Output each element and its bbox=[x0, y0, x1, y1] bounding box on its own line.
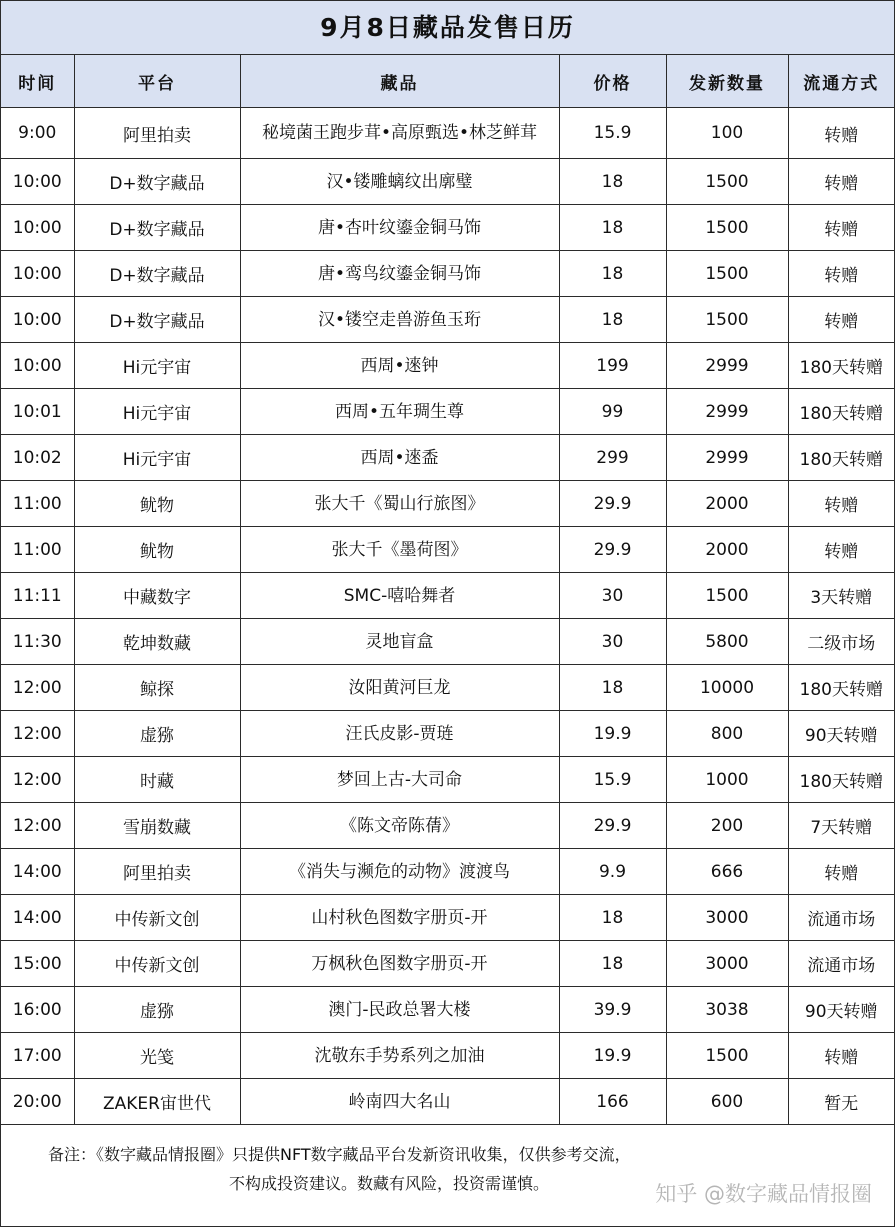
cell-circulation: 转赠 bbox=[788, 527, 894, 573]
cell-quantity: 2000 bbox=[666, 527, 788, 573]
cell-time: 10:00 bbox=[1, 205, 74, 251]
cell-item: 秘境菌王跑步茸•高原甄选•林芝鲜茸 bbox=[240, 108, 559, 159]
cell-price: 39.9 bbox=[559, 987, 666, 1033]
cell-time: 11:30 bbox=[1, 619, 74, 665]
cell-time: 10:00 bbox=[1, 297, 74, 343]
cell-quantity: 2999 bbox=[666, 343, 788, 389]
cell-price: 18 bbox=[559, 665, 666, 711]
table-row bbox=[1, 619, 894, 665]
cell-item: 澳门-民政总署大楼 bbox=[240, 987, 559, 1033]
table-row bbox=[1, 895, 894, 941]
cell-circulation: 转赠 bbox=[788, 159, 894, 205]
cell-quantity: 200 bbox=[666, 803, 788, 849]
cell-item: 汉•镂空走兽游鱼玉珩 bbox=[240, 297, 559, 343]
cell-circulation: 180天转赠 bbox=[788, 757, 894, 803]
cell-item: 西周•五年琱生尊 bbox=[240, 389, 559, 435]
table-row bbox=[1, 711, 894, 757]
col-header-platform: 平台 bbox=[74, 55, 240, 108]
cell-platform: Hi元宇宙 bbox=[74, 343, 240, 389]
table-row bbox=[1, 389, 894, 435]
disclaimer-line-2: 不构成投资建议。数藏有风险，投资需谨慎。 bbox=[229, 1174, 550, 1193]
cell-item: 西周•逨钟 bbox=[240, 343, 559, 389]
table-row bbox=[1, 435, 894, 481]
cell-price: 18 bbox=[559, 205, 666, 251]
cell-circulation: 暂无 bbox=[788, 1079, 894, 1125]
header-row bbox=[1, 55, 894, 108]
cell-price: 199 bbox=[559, 343, 666, 389]
release-table bbox=[1, 55, 894, 1125]
watermark: 知乎 @数字藏品情报圈 bbox=[655, 1182, 872, 1206]
table-row bbox=[1, 573, 894, 619]
col-header-circulation: 流通方式 bbox=[788, 55, 894, 108]
cell-time: 10:00 bbox=[1, 343, 74, 389]
cell-circulation: 流通市场 bbox=[788, 895, 894, 941]
cell-price: 9.9 bbox=[559, 849, 666, 895]
cell-quantity: 800 bbox=[666, 711, 788, 757]
cell-item: 汪氏皮影-贾琏 bbox=[240, 711, 559, 757]
cell-item: 《消失与濒危的动物》渡渡鸟 bbox=[240, 849, 559, 895]
cell-time: 11:00 bbox=[1, 481, 74, 527]
table-row bbox=[1, 757, 894, 803]
cell-circulation: 二级市场 bbox=[788, 619, 894, 665]
cell-circulation: 180天转赠 bbox=[788, 389, 894, 435]
cell-circulation: 转赠 bbox=[788, 251, 894, 297]
table-row bbox=[1, 527, 894, 573]
cell-price: 18 bbox=[559, 297, 666, 343]
cell-platform: Hi元宇宙 bbox=[74, 435, 240, 481]
table-row bbox=[1, 1079, 894, 1125]
cell-quantity: 3038 bbox=[666, 987, 788, 1033]
cell-platform: D+数字藏品 bbox=[74, 205, 240, 251]
table-row bbox=[1, 987, 894, 1033]
cell-platform: 光笺 bbox=[74, 1033, 240, 1079]
cell-circulation: 流通市场 bbox=[788, 941, 894, 987]
cell-platform: 阿里拍卖 bbox=[74, 849, 240, 895]
cell-quantity: 3000 bbox=[666, 895, 788, 941]
table-row bbox=[1, 803, 894, 849]
cell-circulation: 90天转赠 bbox=[788, 987, 894, 1033]
cell-time: 17:00 bbox=[1, 1033, 74, 1079]
cell-platform: Hi元宇宙 bbox=[74, 389, 240, 435]
cell-platform: 鱿物 bbox=[74, 481, 240, 527]
cell-circulation: 90天转赠 bbox=[788, 711, 894, 757]
cell-time: 10:02 bbox=[1, 435, 74, 481]
cell-quantity: 1500 bbox=[666, 205, 788, 251]
cell-circulation: 180天转赠 bbox=[788, 343, 894, 389]
cell-quantity: 1000 bbox=[666, 757, 788, 803]
cell-price: 29.9 bbox=[559, 527, 666, 573]
col-header-price: 价格 bbox=[559, 55, 666, 108]
cell-price: 30 bbox=[559, 619, 666, 665]
table-row bbox=[1, 205, 894, 251]
cell-time: 10:00 bbox=[1, 159, 74, 205]
cell-price: 15.9 bbox=[559, 108, 666, 159]
cell-circulation: 3天转赠 bbox=[788, 573, 894, 619]
cell-circulation: 转赠 bbox=[788, 1033, 894, 1079]
col-header-quantity: 发新数量 bbox=[666, 55, 788, 108]
cell-quantity: 1500 bbox=[666, 573, 788, 619]
cell-time: 12:00 bbox=[1, 757, 74, 803]
cell-circulation: 180天转赠 bbox=[788, 435, 894, 481]
disclaimer-line-1: 备注：《数字藏品情报圈》只提供NFT数字藏品平台发新资讯收集，仅供参考交流， bbox=[48, 1145, 631, 1164]
cell-time: 20:00 bbox=[1, 1079, 74, 1125]
cell-circulation: 转赠 bbox=[788, 481, 894, 527]
table-row bbox=[1, 159, 894, 205]
table-row bbox=[1, 1033, 894, 1079]
col-header-time: 时间 bbox=[1, 55, 74, 108]
cell-platform: D+数字藏品 bbox=[74, 251, 240, 297]
cell-quantity: 3000 bbox=[666, 941, 788, 987]
table-row bbox=[1, 481, 894, 527]
cell-platform: 鱿物 bbox=[74, 527, 240, 573]
cell-time: 11:00 bbox=[1, 527, 74, 573]
cell-item: SMC-嘻哈舞者 bbox=[240, 573, 559, 619]
cell-item: 汉•镂雕螭纹出廓璧 bbox=[240, 159, 559, 205]
cell-price: 18 bbox=[559, 159, 666, 205]
cell-time: 12:00 bbox=[1, 711, 74, 757]
cell-item: 《陈文帝陈蒨》 bbox=[240, 803, 559, 849]
cell-price: 18 bbox=[559, 895, 666, 941]
cell-item: 山村秋色图数字册页-开 bbox=[240, 895, 559, 941]
cell-quantity: 1500 bbox=[666, 251, 788, 297]
cell-item: 沈敬东手势系列之加油 bbox=[240, 1033, 559, 1079]
cell-circulation: 转赠 bbox=[788, 849, 894, 895]
cell-item: 唐•杏叶纹鎏金铜马饰 bbox=[240, 205, 559, 251]
cell-time: 10:00 bbox=[1, 251, 74, 297]
table-row bbox=[1, 849, 894, 895]
table-row bbox=[1, 108, 894, 159]
cell-circulation: 180天转赠 bbox=[788, 665, 894, 711]
cell-platform: 阿里拍卖 bbox=[74, 108, 240, 159]
cell-quantity: 666 bbox=[666, 849, 788, 895]
cell-item: 张大千《蜀山行旅图》 bbox=[240, 481, 559, 527]
cell-quantity: 1500 bbox=[666, 1033, 788, 1079]
cell-time: 10:01 bbox=[1, 389, 74, 435]
cell-price: 29.9 bbox=[559, 481, 666, 527]
cell-platform: 鲸探 bbox=[74, 665, 240, 711]
cell-platform: ZAKER宙世代 bbox=[74, 1079, 240, 1125]
cell-platform: 虚猕 bbox=[74, 987, 240, 1033]
disclaimer-note bbox=[1, 1124, 894, 1226]
page-title: 9月8日藏品发售日历 bbox=[1, 1, 894, 55]
cell-item: 西周•逨盉 bbox=[240, 435, 559, 481]
cell-price: 18 bbox=[559, 251, 666, 297]
cell-price: 30 bbox=[559, 573, 666, 619]
cell-platform: 时藏 bbox=[74, 757, 240, 803]
cell-item: 汝阳黄河巨龙 bbox=[240, 665, 559, 711]
cell-time: 12:00 bbox=[1, 803, 74, 849]
cell-item: 灵地盲盒 bbox=[240, 619, 559, 665]
cell-item: 张大千《墨荷图》 bbox=[240, 527, 559, 573]
cell-circulation: 转赠 bbox=[788, 297, 894, 343]
cell-time: 11:11 bbox=[1, 573, 74, 619]
table-row bbox=[1, 251, 894, 297]
cell-quantity: 600 bbox=[666, 1079, 788, 1125]
cell-platform: 中传新文创 bbox=[74, 895, 240, 941]
cell-quantity: 100 bbox=[666, 108, 788, 159]
cell-price: 99 bbox=[559, 389, 666, 435]
cell-time: 9:00 bbox=[1, 108, 74, 159]
cell-item: 梦回上古-大司命 bbox=[240, 757, 559, 803]
col-header-item: 藏品 bbox=[240, 55, 559, 108]
cell-price: 19.9 bbox=[559, 1033, 666, 1079]
table-row bbox=[1, 665, 894, 711]
cell-platform: 虚猕 bbox=[74, 711, 240, 757]
cell-quantity: 5800 bbox=[666, 619, 788, 665]
table-row bbox=[1, 941, 894, 987]
cell-quantity: 2999 bbox=[666, 435, 788, 481]
cell-quantity: 2000 bbox=[666, 481, 788, 527]
cell-platform: D+数字藏品 bbox=[74, 297, 240, 343]
cell-platform: 中藏数字 bbox=[74, 573, 240, 619]
cell-circulation: 7天转赠 bbox=[788, 803, 894, 849]
cell-quantity: 1500 bbox=[666, 297, 788, 343]
cell-platform: D+数字藏品 bbox=[74, 159, 240, 205]
cell-time: 15:00 bbox=[1, 941, 74, 987]
cell-price: 166 bbox=[559, 1079, 666, 1125]
cell-platform: 中传新文创 bbox=[74, 941, 240, 987]
cell-circulation: 转赠 bbox=[788, 205, 894, 251]
cell-item: 岭南四大名山 bbox=[240, 1079, 559, 1125]
cell-quantity: 10000 bbox=[666, 665, 788, 711]
cell-time: 12:00 bbox=[1, 665, 74, 711]
cell-time: 16:00 bbox=[1, 987, 74, 1033]
cell-quantity: 2999 bbox=[666, 389, 788, 435]
table-row bbox=[1, 297, 894, 343]
cell-platform: 乾坤数藏 bbox=[74, 619, 240, 665]
table-row bbox=[1, 343, 894, 389]
cell-price: 29.9 bbox=[559, 803, 666, 849]
cell-price: 19.9 bbox=[559, 711, 666, 757]
cell-quantity: 1500 bbox=[666, 159, 788, 205]
cell-item: 万枫秋色图数字册页-开 bbox=[240, 941, 559, 987]
cell-platform: 雪崩数藏 bbox=[74, 803, 240, 849]
cell-price: 18 bbox=[559, 941, 666, 987]
cell-circulation: 转赠 bbox=[788, 108, 894, 159]
cell-price: 15.9 bbox=[559, 757, 666, 803]
cell-price: 299 bbox=[559, 435, 666, 481]
cell-time: 14:00 bbox=[1, 895, 74, 941]
cell-time: 14:00 bbox=[1, 849, 74, 895]
cell-item: 唐•鸾鸟纹鎏金铜马饰 bbox=[240, 251, 559, 297]
